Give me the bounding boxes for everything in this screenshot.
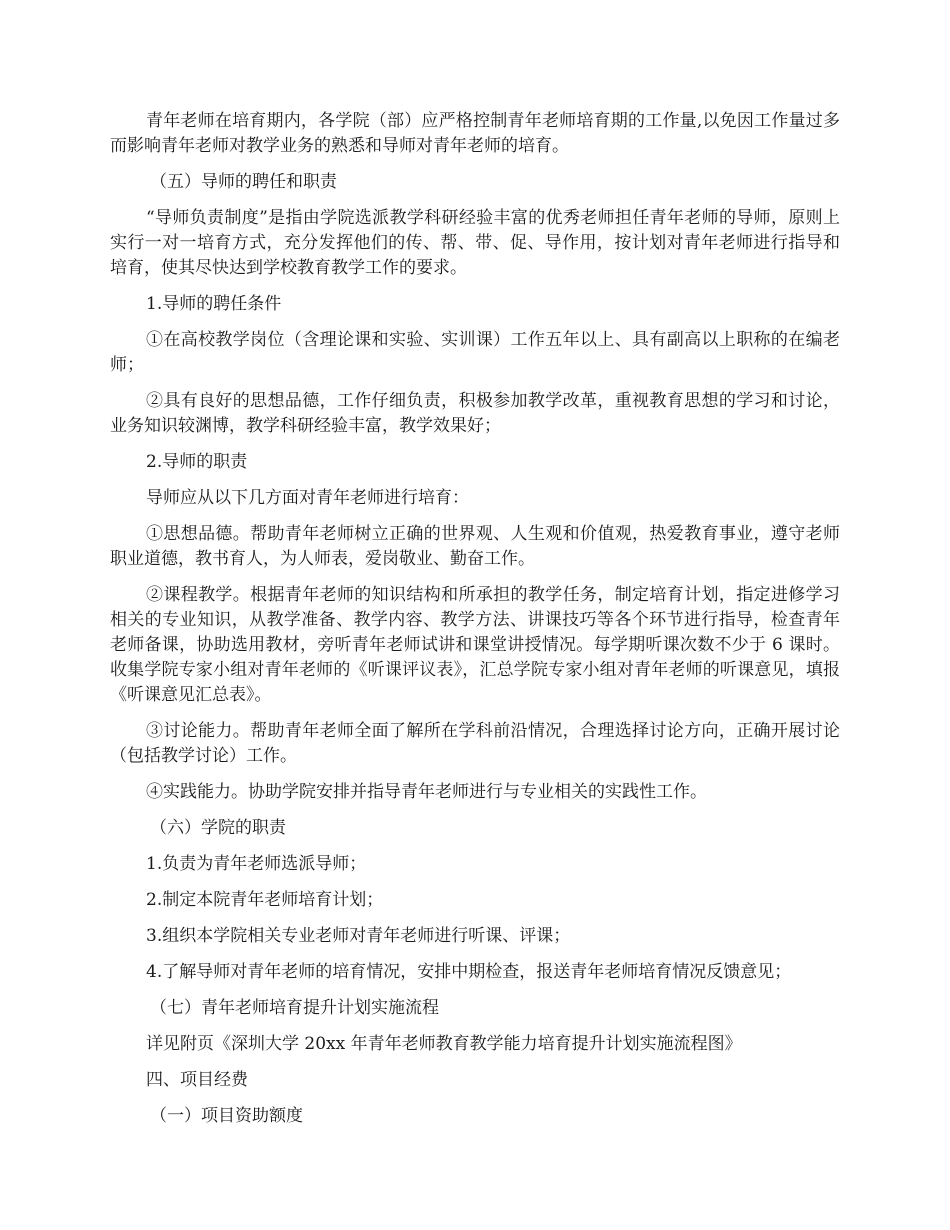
- paragraph-mentor-system: “导师负责制度”是指由学院选派教学科研经验丰富的优秀老师担任青年老师的导师，原则上实行一对一培育方式，充分发挥他们的传、帮、带、促、导作用，按计划对青年老师进行指导和培育，使其尽快达到学校教育教学工作的要求。: [110, 208, 840, 278]
- list-item-duty-research: ③讨论能力。帮助青年老师全面了解所在学科前沿情况，合理选择讨论方向，正确开展讨论（包括教学讨论）工作。: [110, 721, 840, 766]
- paragraph-process-appendix: 详见附页《深圳大学 20xx 年青年老师教育教学能力培育提升计划实施流程图》: [146, 1034, 742, 1054]
- list-item-duty-teaching: ②课程教学。根据青年老师的知识结构和所承担的教学任务，制定培育计划，指定进修学习相关的专业知识，从教学准备、教学内容、教学方法、讲课技巧等各个环节进行指导，检查青年老师备课，协助选用教材，旁听青年老师试讲和课堂讲授情况。每学期听课次数不少于 6 课时。收集学院专家小组对青年老师的《听课评议表》，汇总学院专家小组对青年老师的听课意见，填报《听课意见汇总表》。: [110, 585, 840, 705]
- list-item-college-2: 2.制定本院青年老师培育计划；: [146, 890, 384, 910]
- paragraph-workload: 青年老师在培育期内，各学院（部）应严格控制青年老师培育期的工作量,以免因工作量过多而影响青年老师对教学业务的熟悉和导师对青年老师的培育。: [110, 111, 840, 156]
- list-item-duty-practice: ④实践能力。协助学院安排并指导青年老师进行与专业相关的实践性工作。: [146, 782, 707, 802]
- list-item-college-3: 3.组织本学院相关专业老师对青年老师进行听课、评课；: [146, 926, 571, 946]
- section-heading-process: （七）青年老师培育提升计划实施流程: [150, 998, 439, 1018]
- subheading-funding-amount: （一）项目资助额度: [150, 1106, 303, 1126]
- section-heading-mentor: （五）导师的聘任和职责: [150, 172, 337, 192]
- subheading-mentor-duties: 2.导师的职责: [146, 452, 248, 472]
- list-item-duty-ethics: ①思想品德。帮助青年老师树立正确的世界观、人生观和价值观，热爱教育事业，遵守老师职业道德，教书育人，为人师表，爱岗敬业、勤奋工作。: [110, 524, 840, 569]
- subheading-mentor-conditions: 1.导师的聘任条件: [146, 294, 282, 314]
- list-item-college-1: 1.负责为青年老师选派导师；: [146, 854, 367, 874]
- paragraph-duties-intro: 导师应从以下几方面对青年老师进行培育：: [146, 488, 469, 508]
- list-item-college-4: 4.了解导师对青年老师的培育情况，安排中期检查，报送青年老师培育情况反馈意见；: [146, 962, 792, 982]
- document-page: [110, 109, 840, 1129]
- list-item-condition-2: ②具有良好的思想品德，工作仔细负责，积极参加教学改革，重视教育思想的学习和讨论，业务知识较渊博，教学科研经验丰富，教学效果好；: [110, 391, 840, 436]
- list-item-condition-1: ①在高校教学岗位（含理论课和实验、实训课）工作五年以上、具有副高以上职称的在编老师；: [110, 330, 840, 375]
- section-heading-college: （六）学院的职责: [150, 818, 286, 838]
- section-heading-funding: 四、项目经费: [146, 1070, 248, 1090]
